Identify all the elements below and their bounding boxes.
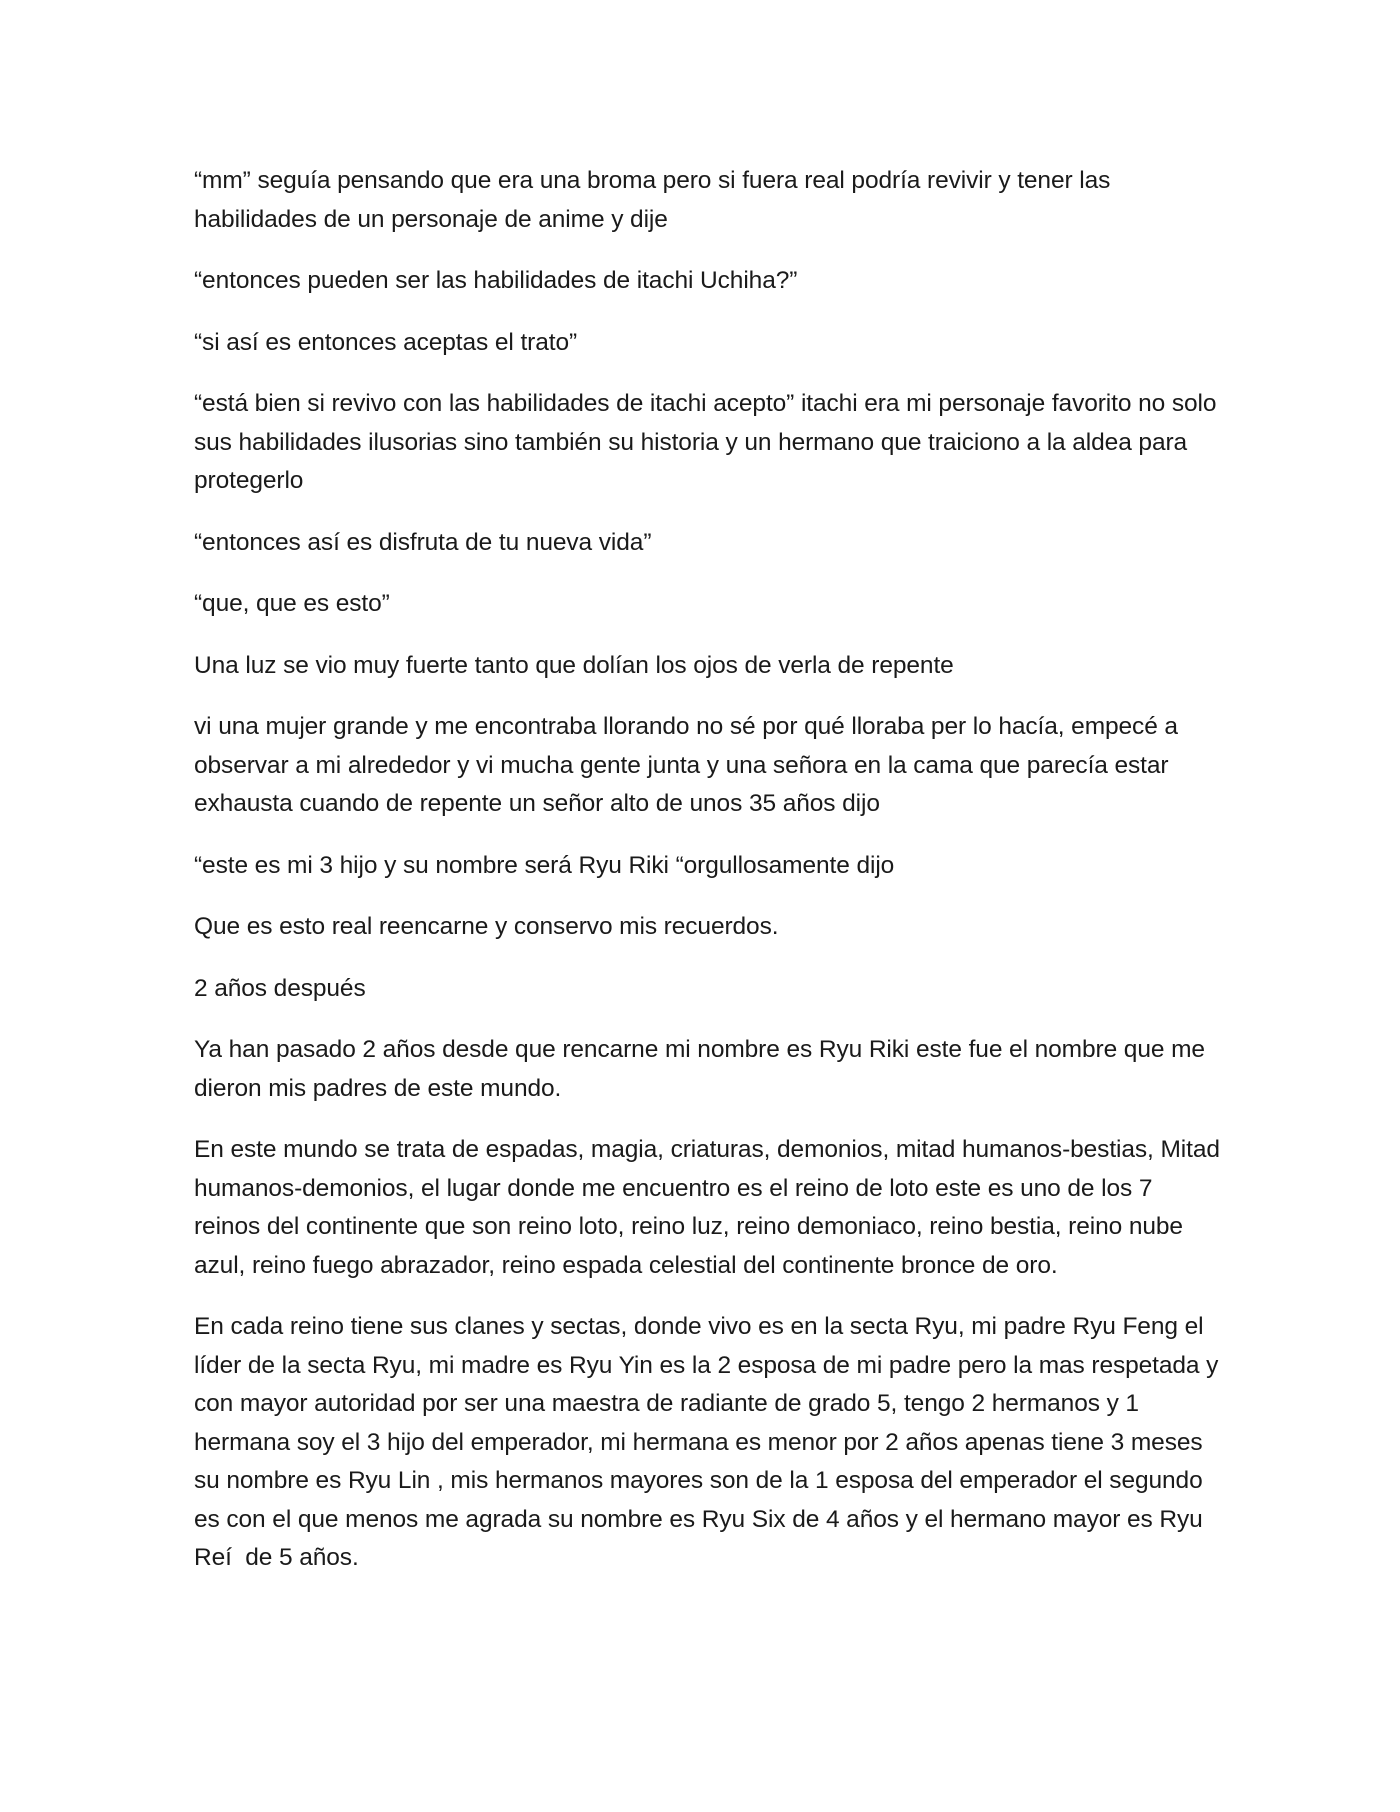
paragraph: “está bien si revivo con las habilidades de itachi acepto” itachi era mi personaje favorito no solo sus habilidades ilusorias sino también su historia y un hermano que traiciono a la aldea para protegerlo — [194, 390, 1224, 494]
document-body — [194, 162, 1227, 1601]
paragraph: Una luz se vio muy fuerte tanto que dolían los ojos de verla de repente — [194, 651, 954, 679]
paragraph: “entonces así es disfruta de tu nueva vida” — [194, 528, 652, 556]
paragraph: En este mundo se trata de espadas, magia, criaturas, demonios, mitad humanos-bestias, Mitad humanos-demonios, el lugar donde me encuentro es el reino de loto este es uno de los 7 reinos del continente que son reino loto, reino luz, reino demoniaco, reino bestia, reino nube azul, reino fuego abrazador, reino espada celestial del continente bronce de oro. — [194, 1136, 1227, 1279]
paragraph: Ya han pasado 2 años desde que rencarne mi nombre es Ryu Riki este fue el nombre que me dieron mis padres de este mundo. — [194, 1036, 1212, 1102]
paragraph: vi una mujer grande y me encontraba llorando no sé por qué lloraba per lo hacía, empecé a observar a mi alrededor y vi mucha gente junta y una señora en la cama que parecía estar exhausta cuando de repente un señor alto de unos 35 años dijo — [194, 713, 1185, 817]
paragraph: “que, que es esto” — [194, 590, 390, 617]
paragraph: En cada reino tiene sus clanes y sectas, donde vivo es en la secta Ryu, mi padre Ryu Feng el líder de la secta Ryu, mi madre es Ryu Yin es la 2 esposa de mi padre pero la mas respetada y con mayor autoridad por ser una maestra de radiante de grado 5, tengo 2 hermanos y 1 hermana soy el 3 hijo del emperador, mi hermana es menor por 2 años apenas tiene 3 meses su nombre es Ryu Lin , mis hermanos mayores son de la 1 esposa del emperador el segundo es con el que menos me agrada su nombre es Ryu Six de 4 años y el hermano mayor es Ryu Reí de 5 años. — [194, 1313, 1226, 1571]
paragraph: “si así es entonces aceptas el trato” — [194, 328, 578, 356]
paragraph: Que es esto real reencarne y conservo mis recuerdos. — [194, 913, 779, 940]
paragraph: “entonces pueden ser las habilidades de itachi Uchiha?” — [194, 267, 798, 294]
section-heading: 2 años después — [194, 974, 366, 1002]
paragraph: “mm” seguía pensando que era una broma pero si fuera real podría revivir y tener las habilidades de un personaje de anime y dije — [194, 167, 1117, 233]
paragraph: “este es mi 3 hijo y su nombre será Ryu Riki “orgullosamente dijo — [194, 851, 895, 879]
